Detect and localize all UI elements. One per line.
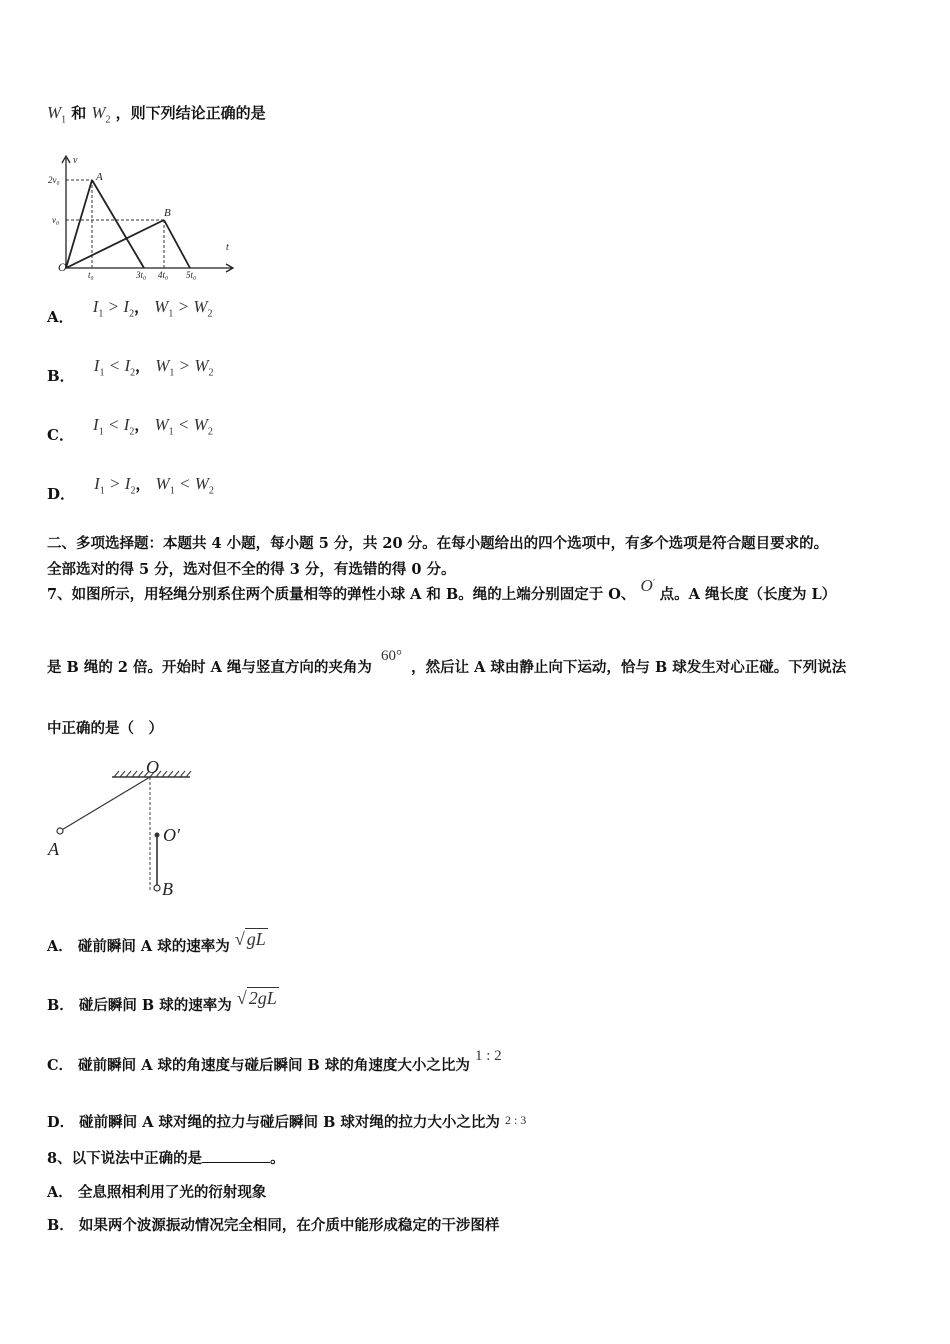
w2-symbol: $W_2$: [91, 103, 111, 126]
x-label-3t0: 3t₀: [136, 270, 147, 280]
q7-option-c[interactable]: C． 碰前瞬间 A 球的角速度与碰后瞬间 B 球的角速度大小之比为 1 : 2: [47, 1048, 502, 1074]
segment-oa: [66, 180, 92, 268]
sqrt-gl: √ gL: [234, 929, 266, 949]
question6-stem-tail: [47, 102, 266, 125]
q8-option-b[interactable]: B． 如果两个波源振动情况完全相同，在介质中能形成稳定的干涉图样: [47, 1217, 500, 1234]
q8-option-a[interactable]: A． 全息照相利用了光的衍射现象: [47, 1184, 267, 1201]
w1-symbol: $W_1$: [47, 103, 67, 126]
point-a-label: A: [96, 171, 103, 183]
ball-a: [57, 828, 63, 834]
q6-option-d[interactable]: D． $I_1 > I_2$， $W_1 < W_2$: [47, 474, 214, 503]
ball-b: [154, 885, 160, 891]
stem-text: ，则下列结论正确的是: [115, 104, 266, 122]
ratio-2-3: 2 : 3: [504, 1113, 527, 1127]
origin-label: O: [58, 260, 67, 274]
y-label-v0: v₀: [52, 215, 60, 225]
label-b: B: [162, 879, 173, 899]
label-a: A: [48, 839, 59, 859]
section2-line1: 二、多项选择题：本题共 4 小题，每小题 5 分，共 20 分。在每小题给出的四个选项中，有多个选项是符合题目要求的。: [47, 535, 829, 552]
q7-option-b[interactable]: B． 碰后瞬间 B 球的速率为 √ 2gL: [47, 988, 277, 1014]
segment-ob: [66, 220, 164, 268]
x-label-4t0: 4t₀: [158, 270, 169, 280]
t-axis-label: t: [226, 242, 229, 253]
q7-option-a[interactable]: A． 碰前瞬间 A 球的速率为 √ gL: [47, 929, 266, 955]
rope-a: [60, 777, 150, 831]
q6-option-b[interactable]: B． $I_1 < I_2$， $W_1 > W_2$: [47, 356, 214, 385]
and-text: 和: [71, 104, 87, 122]
q6-option-a[interactable]: A． $I_1 > I_2$， $W_1 > W_2$: [47, 297, 213, 326]
segment-b-5t0: [164, 220, 190, 268]
vt-graph: [40, 150, 240, 280]
y-label-2v0: 2v₀: [48, 175, 60, 185]
label-o: O: [146, 757, 159, 777]
segment-a-3t0: [92, 180, 144, 268]
q7-line1: 7、如图所示，用轻绳分别系住两个质量相等的弹性小球 A 和 B。绳的上端分别固定于 O、 O′ 点。A 绳长度（长度为 L）: [47, 576, 837, 603]
pendulum-figure: [40, 755, 200, 905]
x-label-5t0: 5t₀: [186, 270, 197, 280]
ratio-1-2: 1 : 2: [474, 1048, 502, 1064]
section2-line2: 全部选对的得 5 分，选对但不全的得 3 分，有选错的得 0 分。: [47, 561, 456, 578]
q7-line3: 中正确的是（ ）: [47, 720, 163, 737]
q6-option-c[interactable]: C． $I_1 < I_2$， $W_1 < W_2$: [47, 415, 213, 444]
angle-60: 60°: [380, 648, 402, 664]
point-b-label: B: [164, 207, 171, 219]
pivot-o-prime: [155, 833, 160, 838]
answer-blank[interactable]: [202, 1148, 270, 1163]
label-o-prime: O′: [163, 825, 180, 845]
q7-option-d[interactable]: D． 碰前瞬间 A 球对绳的拉力与碰后瞬间 B 球对绳的拉力大小之比为 2 : 3: [47, 1113, 527, 1131]
v-axis-label: v: [73, 155, 78, 166]
o-prime-symbol: O′: [640, 576, 655, 595]
q8-stem: 8、以下说法中正确的是 。: [47, 1150, 285, 1167]
x-label-t0: t₀: [88, 270, 94, 280]
q7-line2: 是 B 绳的 2 倍。开始时 A 绳与竖直方向的夹角为 60° ，然后让 A 球由静止向下运动，恰与 B 球发生对心正碰。下列说法: [47, 648, 847, 676]
sqrt-2gl: √ 2gL: [236, 988, 277, 1008]
